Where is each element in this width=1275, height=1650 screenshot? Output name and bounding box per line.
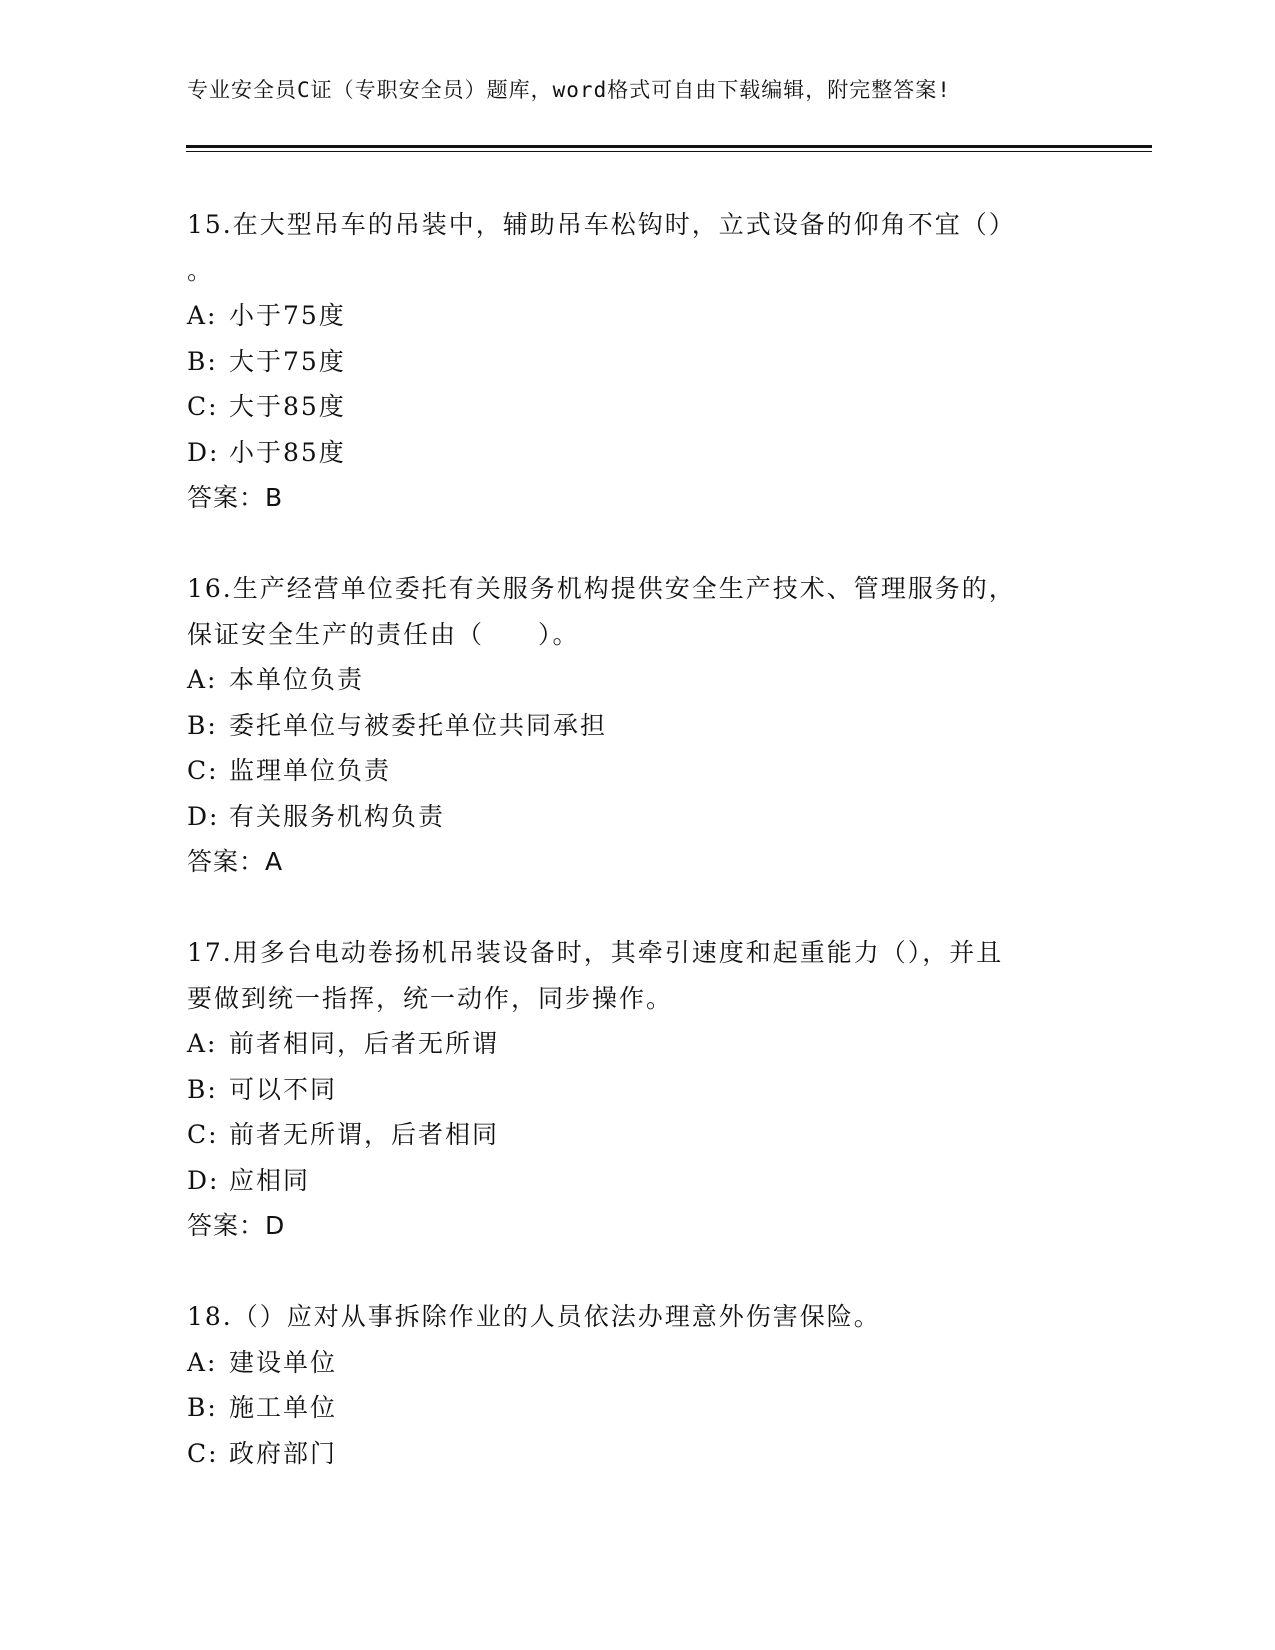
answer-line: 答案：B [187,483,284,512]
option-letter: D: [187,437,220,467]
option-letter: A: [187,1029,218,1058]
option-letter: B: [187,1393,218,1422]
option-letter: D: [187,801,220,831]
option-text: 应相同 [229,1165,311,1195]
option-d [187,794,1087,840]
option-text: 小于75度 [229,301,346,330]
option-text: 前者相同，后者无所谓 [229,1029,500,1058]
option-a [187,1021,1087,1067]
question-stem: 17.用多台电动卷扬机吊装设备时，其牵引速度和起重能力（），并且 [187,938,1004,967]
option-d [187,430,1087,476]
option-text: 有关服务机构负责 [229,801,446,831]
option-letter: A: [187,1347,218,1377]
option-c [187,1431,1087,1477]
option-c [187,1112,1087,1158]
option-text: 委托单位与被委托单位共同承担 [229,710,608,740]
question-stem: 15.在大型吊车的吊装中，辅助吊车松钩时，立式设备的仰角不宜（） [187,210,1016,239]
option-d [187,1158,1087,1204]
option-b [187,1385,1087,1431]
option-text: 监理单位负责 [229,756,392,785]
option-c [187,748,1087,794]
option-letter: B: [187,346,218,376]
answer-line: 答案：D [187,1211,286,1240]
option-text: 可以不同 [229,1074,338,1104]
question-stem-continued: 。 [187,255,215,285]
option-a [187,293,1087,339]
option-letter: C: [187,1438,219,1468]
option-text: 建设单位 [229,1347,338,1377]
option-c [187,384,1087,430]
option-b [187,1067,1087,1113]
option-text: 前者无所谓，后者相同 [229,1120,500,1149]
question-15 [187,202,1087,521]
page-header: 专业安全员C证（专职安全员）题库，word格式可自由下载编辑，附完整答案! [187,78,951,102]
header-divider-thick [186,145,1152,148]
question-stem: 18.（）应对从事拆除作业的人员依法办理意外伤害保险。 [187,1302,881,1331]
option-text: 施工单位 [229,1393,338,1422]
option-letter: A: [187,665,218,694]
header-divider-thin [186,151,1152,152]
option-text: 大于75度 [229,346,346,376]
option-letter: C: [187,756,219,785]
question-16 [187,566,1087,885]
option-letter: B: [187,710,218,740]
question-stem-continued: 要做到统一指挥，统一动作，同步操作。 [187,983,674,1013]
option-text: 小于85度 [229,437,346,467]
question-18 [187,1294,1087,1476]
option-text: 大于85度 [229,392,346,421]
question-stem-continued: 保证安全生产的责任由（ ）。 [187,619,580,649]
option-b [187,339,1087,385]
option-b [187,703,1087,749]
answer-line: 答案：A [187,847,284,876]
option-letter: B: [187,1074,218,1104]
option-a [187,657,1087,703]
option-letter: A: [187,301,218,330]
option-a [187,1340,1087,1386]
question-17 [187,930,1087,1249]
question-stem: 16.生产经营单位委托有关服务机构提供安全生产技术、管理服务的， [187,574,1016,603]
option-text: 本单位负责 [229,665,365,694]
option-letter: C: [187,1120,219,1149]
option-letter: C: [187,392,219,421]
option-text: 政府部门 [229,1438,338,1468]
option-letter: D: [187,1165,220,1195]
